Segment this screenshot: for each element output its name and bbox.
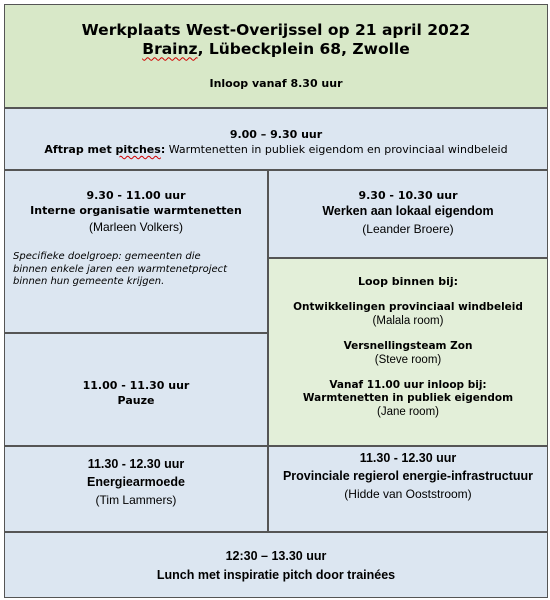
venue-name: Brainz bbox=[142, 40, 198, 59]
event-location bbox=[5, 40, 547, 59]
kickoff-block bbox=[4, 108, 548, 170]
drop-in-item-heat-room: (Jane room) bbox=[377, 406, 439, 418]
session-regional-infrastructure bbox=[268, 446, 548, 532]
session-local-speaker: (Leander Broere) bbox=[362, 222, 454, 237]
drop-in-block bbox=[268, 258, 548, 446]
session-regional-time: 11.30 - 12.30 uur bbox=[359, 451, 457, 465]
walk-in-time: Inloop vanaf 8.30 uur bbox=[209, 77, 343, 90]
kickoff-time: 9.00 – 9.30 uur bbox=[229, 128, 323, 141]
kickoff-label-colon: : bbox=[160, 142, 166, 156]
session-regional-speaker: (Hidde van Ooststroom) bbox=[344, 487, 472, 502]
session-energy-title: Energiearmoede bbox=[87, 474, 185, 489]
session-internal-speaker: (Marleen Volkers) bbox=[88, 219, 184, 234]
drop-in-item-wind-room: (Malala room) bbox=[372, 314, 444, 327]
drop-in-item-heat-title: Warmtenetten in publiek eigendom bbox=[302, 391, 514, 404]
drop-in-item-zon-title: Versnellingsteam Zon bbox=[343, 340, 473, 353]
lunch-block bbox=[4, 532, 548, 598]
kickoff-label-lead: Aftrap met bbox=[44, 142, 116, 156]
kickoff-description bbox=[5, 143, 547, 157]
drop-in-item-wind-title: Ontwikkelingen provinciaal windbeleid bbox=[293, 300, 523, 313]
session-internal-audience: Specifieke doelgroep: gemeenten die binnen enkele jaren een warmtenetproject binnen hun gemeente krijgen. bbox=[13, 251, 228, 287]
session-local-ownership bbox=[268, 170, 548, 258]
drop-in-item-heat-intro: Vanaf 11.00 uur inloop bij: bbox=[329, 378, 487, 391]
session-energy-speaker: (Tim Lammers) bbox=[95, 493, 177, 508]
event-title: Werkplaats West-Overijssel op 21 april 2022 bbox=[81, 21, 471, 39]
program-schedule bbox=[4, 4, 548, 598]
lunch-time: 12:30 – 13.30 uur bbox=[225, 549, 327, 563]
session-internal-organisation bbox=[4, 170, 268, 333]
session-regional-title: Provinciale regierol energie-infrastructuur bbox=[282, 468, 534, 483]
kickoff-topics: Warmtenetten in publiek eigendom en provinciaal windbeleid bbox=[165, 142, 508, 156]
header-block bbox=[4, 4, 548, 108]
lunch-label: Lunch met inspiratie pitch door trainées bbox=[156, 567, 396, 582]
session-energy-time: 11.30 - 12.30 uur bbox=[87, 457, 185, 471]
break-block bbox=[4, 333, 268, 446]
drop-in-heading: Loop binnen bij: bbox=[357, 275, 459, 288]
kickoff-label-pitches: pitches bbox=[115, 142, 161, 156]
break-label: Pauze bbox=[117, 393, 155, 407]
break-time: 11.00 - 11.30 uur bbox=[82, 379, 190, 392]
drop-in-item-zon-room: (Steve room) bbox=[374, 354, 442, 367]
venue-address: , Lübeckplein 68, Zwolle bbox=[197, 40, 410, 59]
session-local-time: 9.30 - 10.30 uur bbox=[358, 189, 458, 202]
session-internal-title: Interne organisatie warmtenetten bbox=[30, 203, 242, 217]
session-internal-time: 9.30 - 11.00 uur bbox=[86, 189, 186, 202]
session-energy-poverty bbox=[4, 446, 268, 532]
session-local-title: Werken aan lokaal eigendom bbox=[322, 203, 494, 218]
